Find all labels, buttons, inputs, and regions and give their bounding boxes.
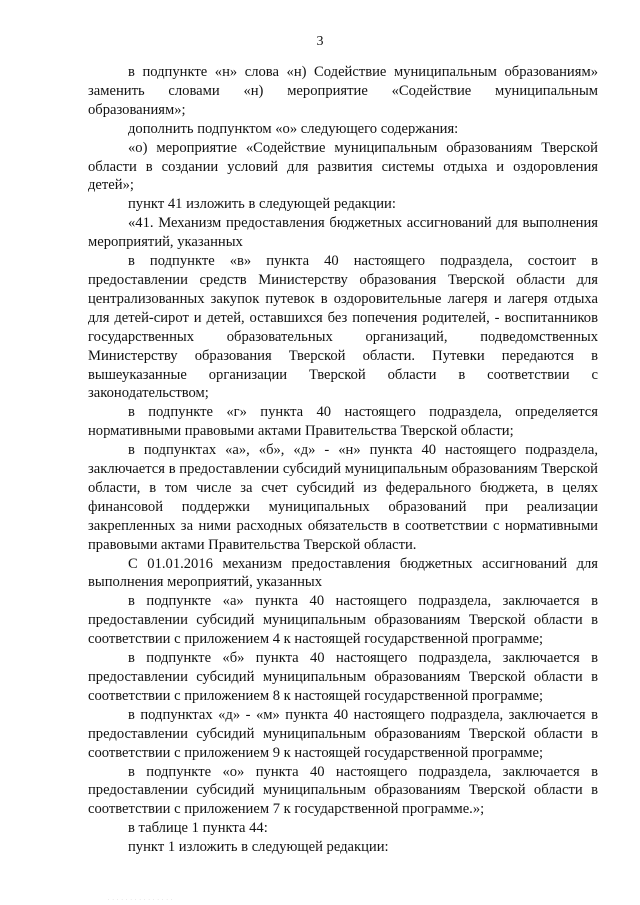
scan-artifact: . . . . . . . . . . . . . . .	[108, 897, 174, 902]
paragraph: в подпункте «б» пункта 40 настоящего подраздела, заключается в предоставлении субсидий муниципальным образованиям Тверской области в соответствии с приложением 8 к настоящей государственной программе;	[88, 650, 598, 704]
paragraph: в подпункте «а» пункта 40 настоящего подраздела, заключается в предоставлении субсидий муниципальным образованиям Тверской области в соответствии с приложением 4 к настоящей государственной программе;	[88, 593, 598, 648]
paragraph: в подпункте «о» пункта 40 настоящего подраздела, заключается в предоставлении субсидий муниципальным образованиям Тверской области в соответствии с приложением 7 к государственной программе.»;	[88, 763, 598, 818]
paragraph: в подпункте «н» слова «н) Содействие муниципальным образованиям» заменить словами «н) мероприятие «Содействие муниципальным образованиям»;	[88, 64, 598, 118]
paragraph: в подпунктах «а», «б», «д» - «н» пункта 40 настоящего подраздела, заключается в предоставлении субсидий муниципальным образованиям Тверской области, в том числе за счет субсидий из федерального бюджета, в целях финансовой поддержки муниципальных образований при реализации закрепленных за ними расходных обязательств в соответствии с нормативными правовыми актами Правительства Тверской области.	[88, 442, 598, 553]
paragraph: пункт 41 изложить в следующей редакции:	[128, 196, 396, 213]
paragraph: «о) мероприятие «Содействие муниципальным образованиям Тверской области в создании условий для развития системы отдыха и оздоровления детей»;	[88, 139, 598, 194]
document-body	[88, 63, 598, 857]
paragraph: «41. Механизм предоставления бюджетных ассигнований для выполнения мероприятий, указанных	[88, 215, 598, 251]
paragraph: С 01.01.2016 механизм предоставления бюджетных ассигнований для выполнения мероприятий, указанных	[88, 555, 598, 591]
paragraph: в подпункте «в» пункта 40 настоящего подраздела, состоит в предоставлении средств Министерству образования Тверской области для централизованных закупок путевок в оздоровительные лагеря и лагеря отдыха для детей-сирот и детей, оставшихся без попечения родителей, - воспитанников государственных образовательных организаций, подведомственных Министерству образования Тверской области. Путевки передаются в вышеуказанные организации Тверской области в соответствии с законодательством;	[88, 253, 598, 402]
paragraph: пункт 1 изложить в следующей редакции:	[128, 839, 389, 856]
paragraph: в подпунктах «д» - «м» пункта 40 настоящего подраздела, заключается в предоставлении субсидий муниципальным образованиям Тверской области в соответствии с приложением 9 к настоящей государственной программе;	[88, 706, 598, 761]
paragraph: в подпункте «г» пункта 40 настоящего подраздела, определяется нормативными правовыми актами Правительства Тверской области;	[88, 404, 598, 440]
page-number: 3	[316, 34, 324, 49]
paragraph: дополнить подпунктом «о» следующего содержания:	[128, 120, 459, 137]
paragraph: в таблице 1 пункта 44:	[128, 820, 268, 837]
